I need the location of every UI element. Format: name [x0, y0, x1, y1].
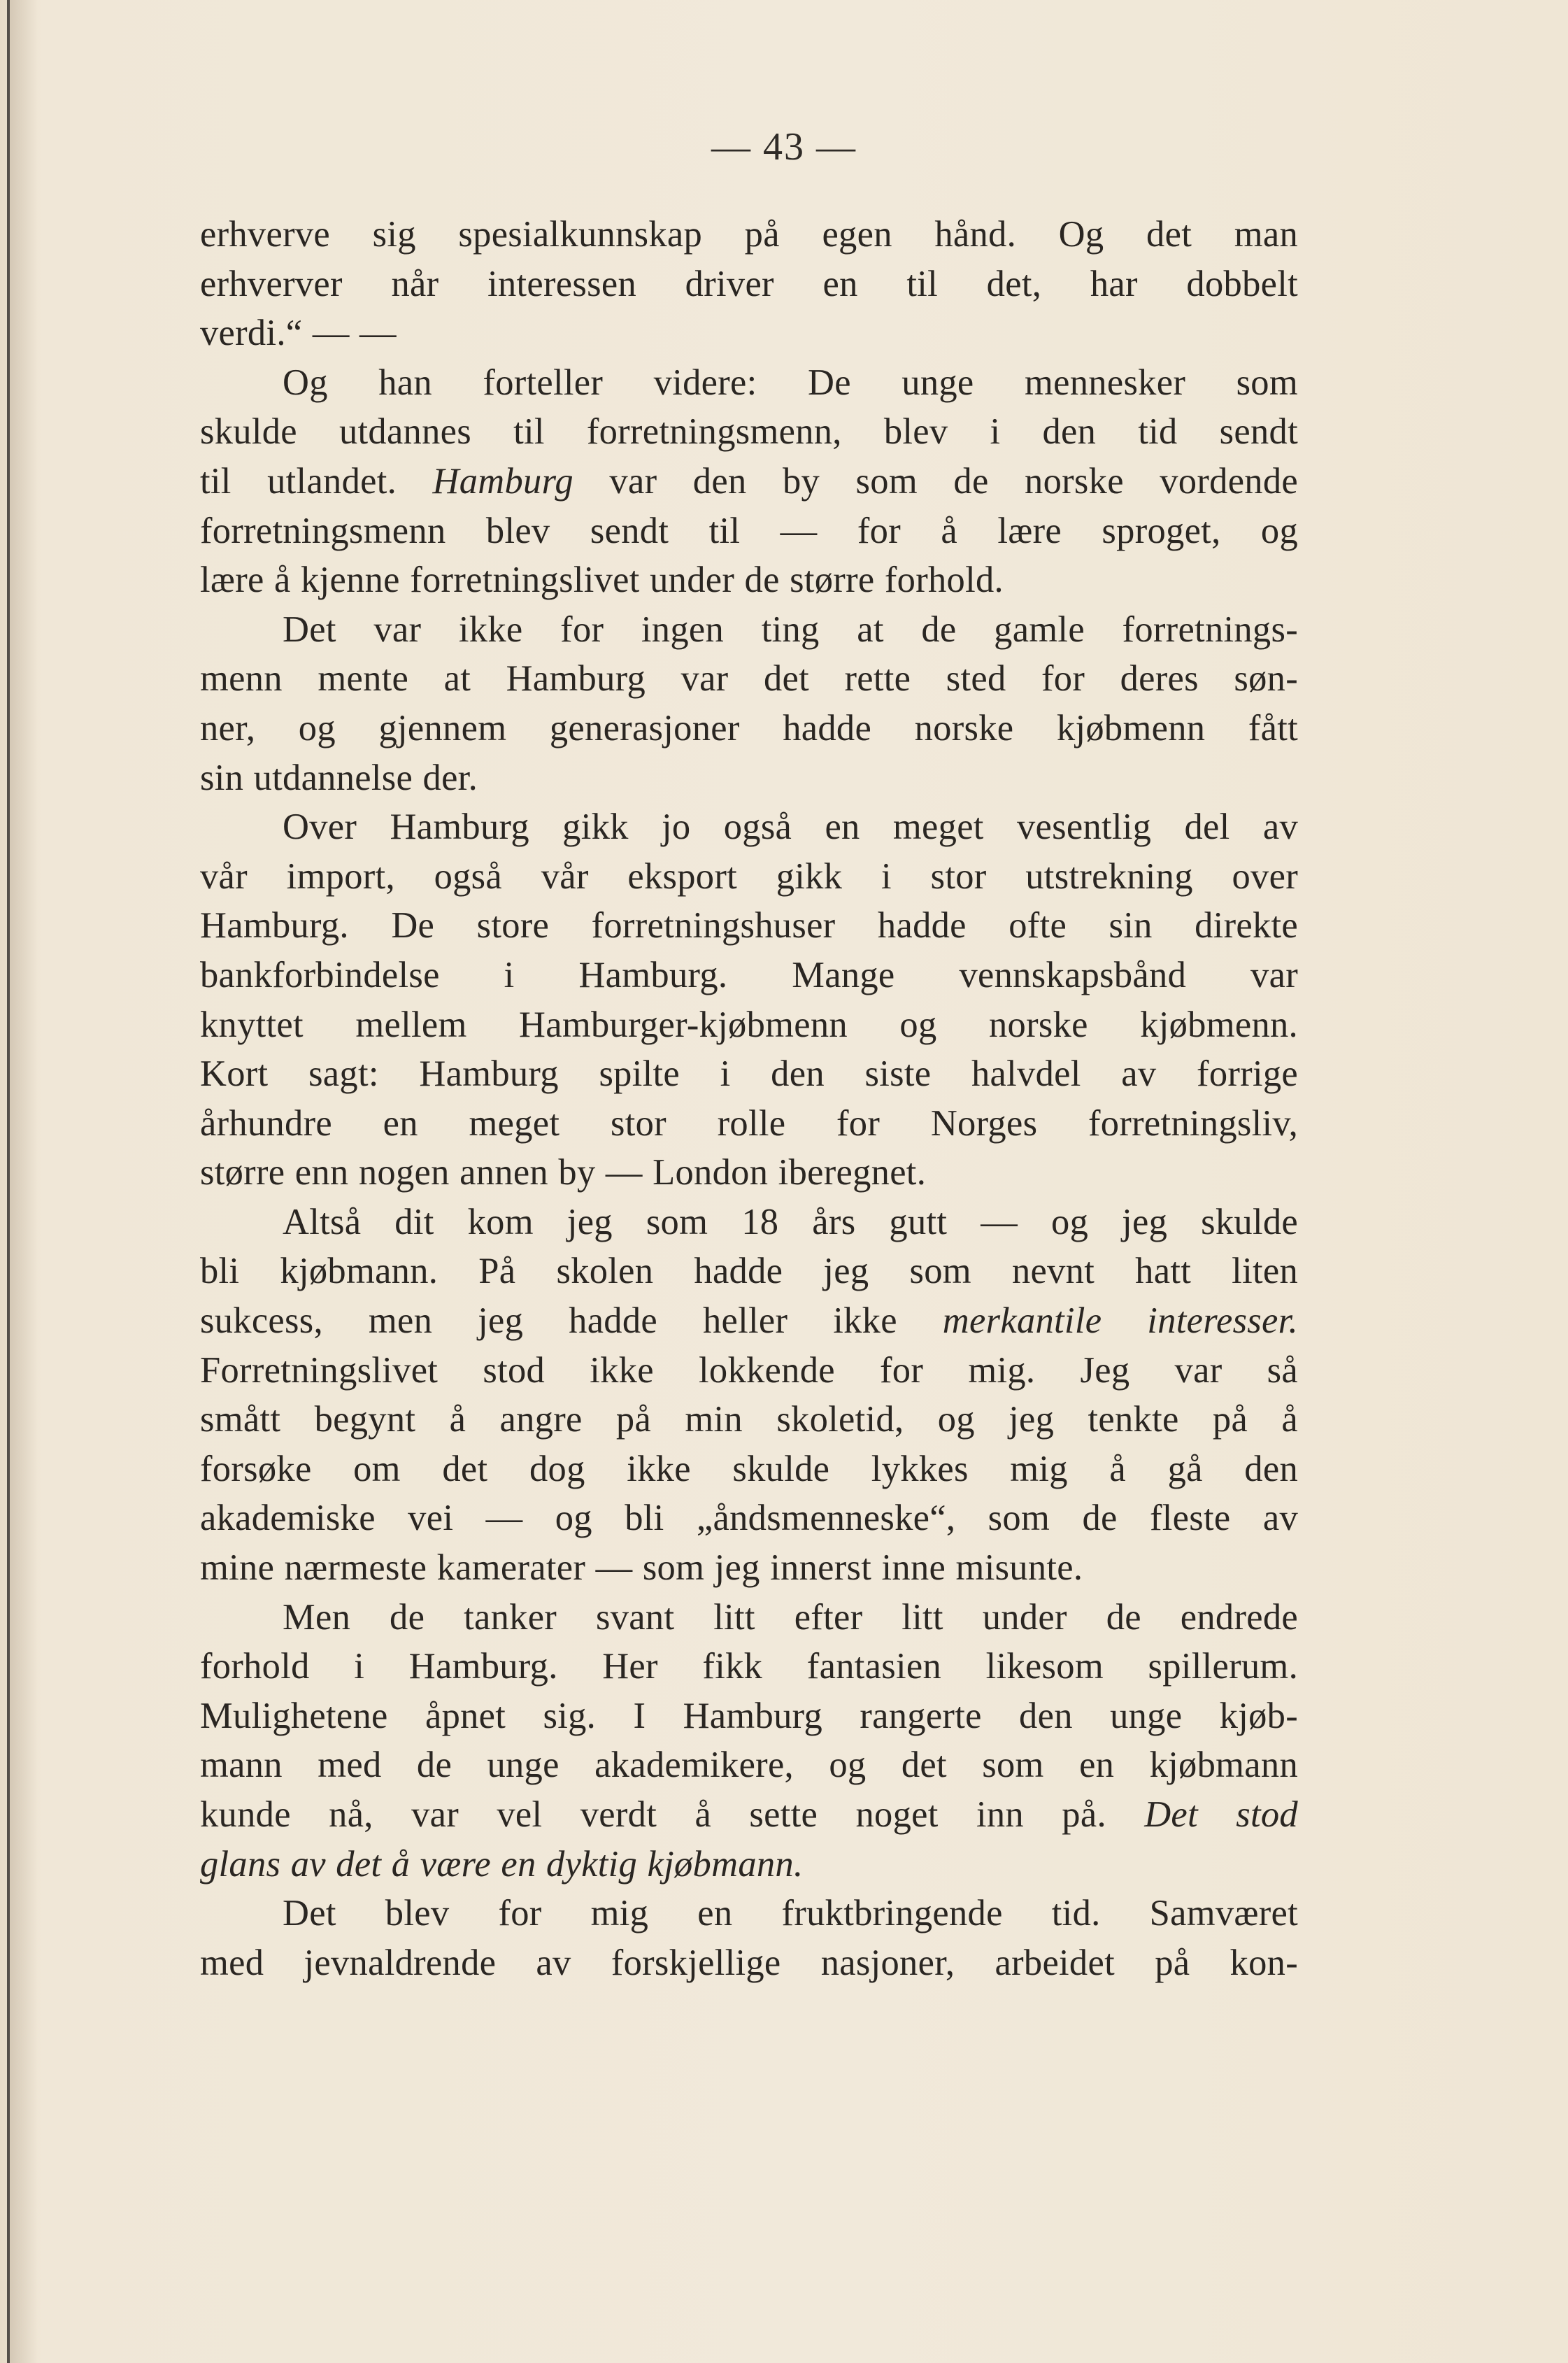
- text-line: [200, 457, 1298, 506]
- text-segment: mine nærmeste kamerater — som jeg innerst inne misunte.: [200, 1547, 1083, 1589]
- text-segment: Altså dit kom jeg som 18 års gutt — og jeg skulde: [283, 1201, 1298, 1242]
- text-segment: ner, og gjennem generasjoner hadde norske kjøbmenn fått: [200, 707, 1298, 748]
- text-line: [200, 308, 1298, 358]
- text-segment: menn mente at Hamburg var det rette sted for deres søn-: [200, 658, 1298, 700]
- italic-text-segment: glans av det å være en dyktig kjøbmann.: [200, 1843, 804, 1885]
- text-segment: Kort sagt: Hamburg spilte i den siste halvdel av forrige: [200, 1053, 1298, 1095]
- page-number: — 43 —: [711, 125, 857, 169]
- text-line: [200, 753, 1298, 803]
- text-segment: Det blev for mig en fruktbringende tid. Samværet: [283, 1893, 1298, 1934]
- text-line: [200, 654, 1298, 704]
- text-line: [200, 951, 1298, 1000]
- text-line: [200, 1049, 1298, 1099]
- text-line: [200, 1642, 1298, 1691]
- text-line: [200, 407, 1298, 457]
- text-segment: forhold i Hamburg. Her fikk fantasien likesom spillerum.: [200, 1646, 1298, 1687]
- text-line: [200, 1148, 1298, 1198]
- page-binding-shadow: [10, 0, 38, 2363]
- text-line: [200, 506, 1298, 556]
- text-segment: erhverve sig spesialkunnskap på egen hånd. Og det man: [200, 214, 1298, 255]
- italic-text-segment: Det stod: [1144, 1794, 1298, 1835]
- text-line: [200, 1346, 1298, 1396]
- text-line: [200, 1000, 1298, 1050]
- text-segment: forsøke om det dog ikke skulde lykkes mig å gå den: [200, 1448, 1298, 1489]
- text-line: [200, 1445, 1298, 1494]
- text-line: [200, 1691, 1298, 1741]
- italic-text-segment: merkantile interesser.: [942, 1300, 1298, 1342]
- text-segment: kunde nå, var vel verdt å sette noget inn på.: [200, 1794, 1145, 1835]
- text-line: [200, 1296, 1298, 1346]
- text-line: [200, 1493, 1298, 1543]
- text-line: [200, 1593, 1298, 1642]
- text-line: [200, 704, 1298, 753]
- text-line: [200, 1395, 1298, 1445]
- text-line: [200, 802, 1298, 852]
- italic-text-segment: Hamburg: [432, 460, 573, 502]
- text-segment: vår import, også vår eksport gikk i stor utstrekning over: [200, 856, 1298, 897]
- text-line: [200, 1938, 1298, 1988]
- text-line: [200, 1790, 1298, 1840]
- text-segment: akademiske vei — og bli „åndsmenneske“, som de fleste av: [200, 1498, 1298, 1539]
- text-segment: Men de tanker svant litt efter litt under de endrede: [283, 1596, 1298, 1638]
- text-segment: sukcess, men jeg hadde heller ikke: [200, 1300, 943, 1342]
- body-text: [200, 210, 1298, 1987]
- text-segment: bli kjøbmann. På skolen hadde jeg som nevnt hatt liten: [200, 1251, 1298, 1292]
- text-line: [200, 605, 1298, 655]
- text-segment: erhverver når interessen driver en til det, har dobbelt: [200, 263, 1298, 304]
- text-line: [200, 852, 1298, 902]
- text-segment: forretningsmenn blev sendt til — for å lære sproget, og: [200, 510, 1298, 551]
- text-segment: mann med de unge akademikere, og det som en kjøbmann: [200, 1745, 1298, 1786]
- text-segment: med jevnaldrende av forskjellige nasjoner, arbeidet på kon-: [200, 1942, 1298, 1983]
- text-segment: smått begynt å angre på min skoletid, og jeg tenkte på å: [200, 1399, 1298, 1440]
- text-segment: større enn nogen annen by — London iberegnet.: [200, 1152, 927, 1193]
- text-segment: skulde utdannes til forretningsmenn, blev i den tid sendt: [200, 411, 1298, 453]
- text-segment: knyttet mellem Hamburger-kjøbmenn og norske kjøbmenn.: [200, 1004, 1298, 1045]
- text-segment: Forretningslivet stod ikke lokkende for mig. Jeg var så: [200, 1349, 1298, 1391]
- text-line: [200, 1889, 1298, 1938]
- text-segment: Det var ikke for ingen ting at de gamle forretnings-: [283, 609, 1298, 650]
- text-line: [200, 1099, 1298, 1149]
- text-line: [200, 260, 1298, 309]
- text-segment: til utlandet.: [200, 460, 433, 502]
- text-segment: Over Hamburg gikk jo også en meget vesentlig del av: [283, 807, 1298, 848]
- text-segment: Og han forteller videre: De unge mennesker som: [283, 362, 1298, 403]
- text-line: [200, 1740, 1298, 1790]
- text-line: [200, 210, 1298, 260]
- text-segment: verdi.“ — —: [200, 313, 397, 354]
- text-line: [200, 1543, 1298, 1593]
- text-line: [200, 1247, 1298, 1296]
- text-line: [200, 555, 1298, 605]
- text-line: [200, 1840, 1298, 1889]
- text-segment: var den by som de norske vordende: [573, 460, 1298, 502]
- text-line: [200, 901, 1298, 951]
- text-line: [200, 1198, 1298, 1247]
- text-segment: århundre en meget stor rolle for Norges forretningsliv,: [200, 1102, 1298, 1144]
- text-segment: lære å kjenne forretningslivet under de større forhold.: [200, 560, 1004, 601]
- text-segment: Hamburg. De store forretningshuser hadde ofte sin direkte: [200, 905, 1298, 946]
- text-segment: Mulighetene åpnet sig. I Hamburg rangerte den unge kjøb-: [200, 1695, 1298, 1736]
- text-segment: sin utdannelse der.: [200, 757, 478, 798]
- text-segment: bankforbindelse i Hamburg. Mange vennskapsbånd var: [200, 954, 1298, 995]
- text-line: [200, 358, 1298, 408]
